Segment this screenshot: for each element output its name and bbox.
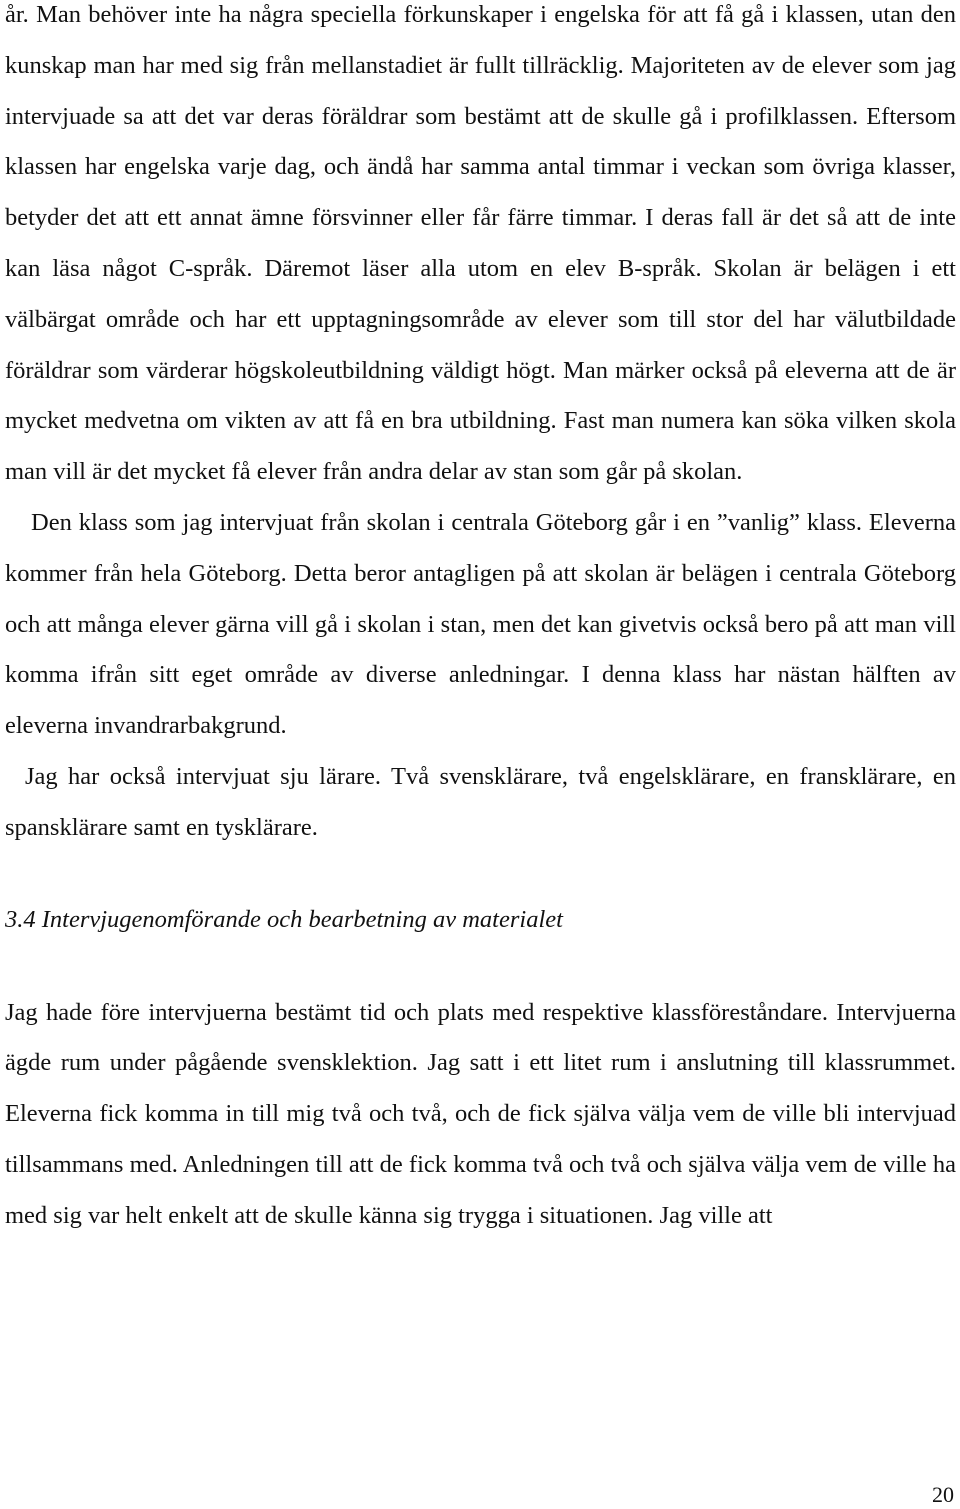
section-heading: 3.4 Intervjugenomförande och bearbetning av materialet <box>5 905 563 933</box>
body-paragraph-2: Den klass som jag intervjuat från skolan i centrala Göteborg går i en ”vanlig” klass. Eleverna kommer från hela Göteborg. Detta beror antagligen på att skolan är belägen i centrala Göteborg och att många elever gärna vill gå i skolan i stan, men det kan givetvis också bero på att man vill komma ifrån sitt eget område av diverse anledningar. I denna klass har nästan hälften av eleverna invandrarbakgrund. <box>5 508 956 740</box>
document-page <box>5 0 956 1242</box>
body-paragraph-1: år. Man behöver inte ha några speciella förkunskaper i engelska för att få gå i klassen, utan den kunskap man har med sig från mellanstadiet är fullt tillräcklig. Majoriteten av de elever som jag intervjuade sa att det var deras föräldrar som bestämt att de skulle gå i profilklassen. Eftersom klassen har engelska varje dag, och ändå har samma antal timmar i veckan som övriga klasser, betyder det att ett annat ämne försvinner eller får färre timmar. I deras fall är det så att de inte kan läsa något C-språk. Däremot läser alla utom en elev B-språk. Skolan är belägen i ett välbärgat område och har ett upptagningsområde av elever som till stor del har välutbildade föräldrar som värderar högskoleutbildning väldigt högt. Man märker också på eleverna att de är mycket medvetna om vikten av att få en bra utbildning. Fast man numera kan söka vilken skola man vill är det mycket få elever från andra delar av stan som går på skolan. <box>5 1 956 486</box>
section-paragraph: Jag hade före intervjuerna bestämt tid och plats med respektive klassföreståndare. Intervjuerna ägde rum under pågående svensklektion. Jag satt i ett litet rum i anslutning till klassrummet. Eleverna fick komma in till mig två och två, och de fick själva välja vem de ville bli intervjuad tillsammans med. Anledningen till att de fick komma två och två och själva välja vem de ville ha med sig var helt enkelt att de skulle känna sig trygga i situationen. Jag ville att <box>5 998 956 1229</box>
body-paragraph-3: Jag har också intervjuat sju lärare. Två svensklärare, två engelsklärare, en fransklärare, en spansklärare samt en tysklärare. <box>5 762 956 841</box>
page-number: 20 <box>932 1482 954 1507</box>
